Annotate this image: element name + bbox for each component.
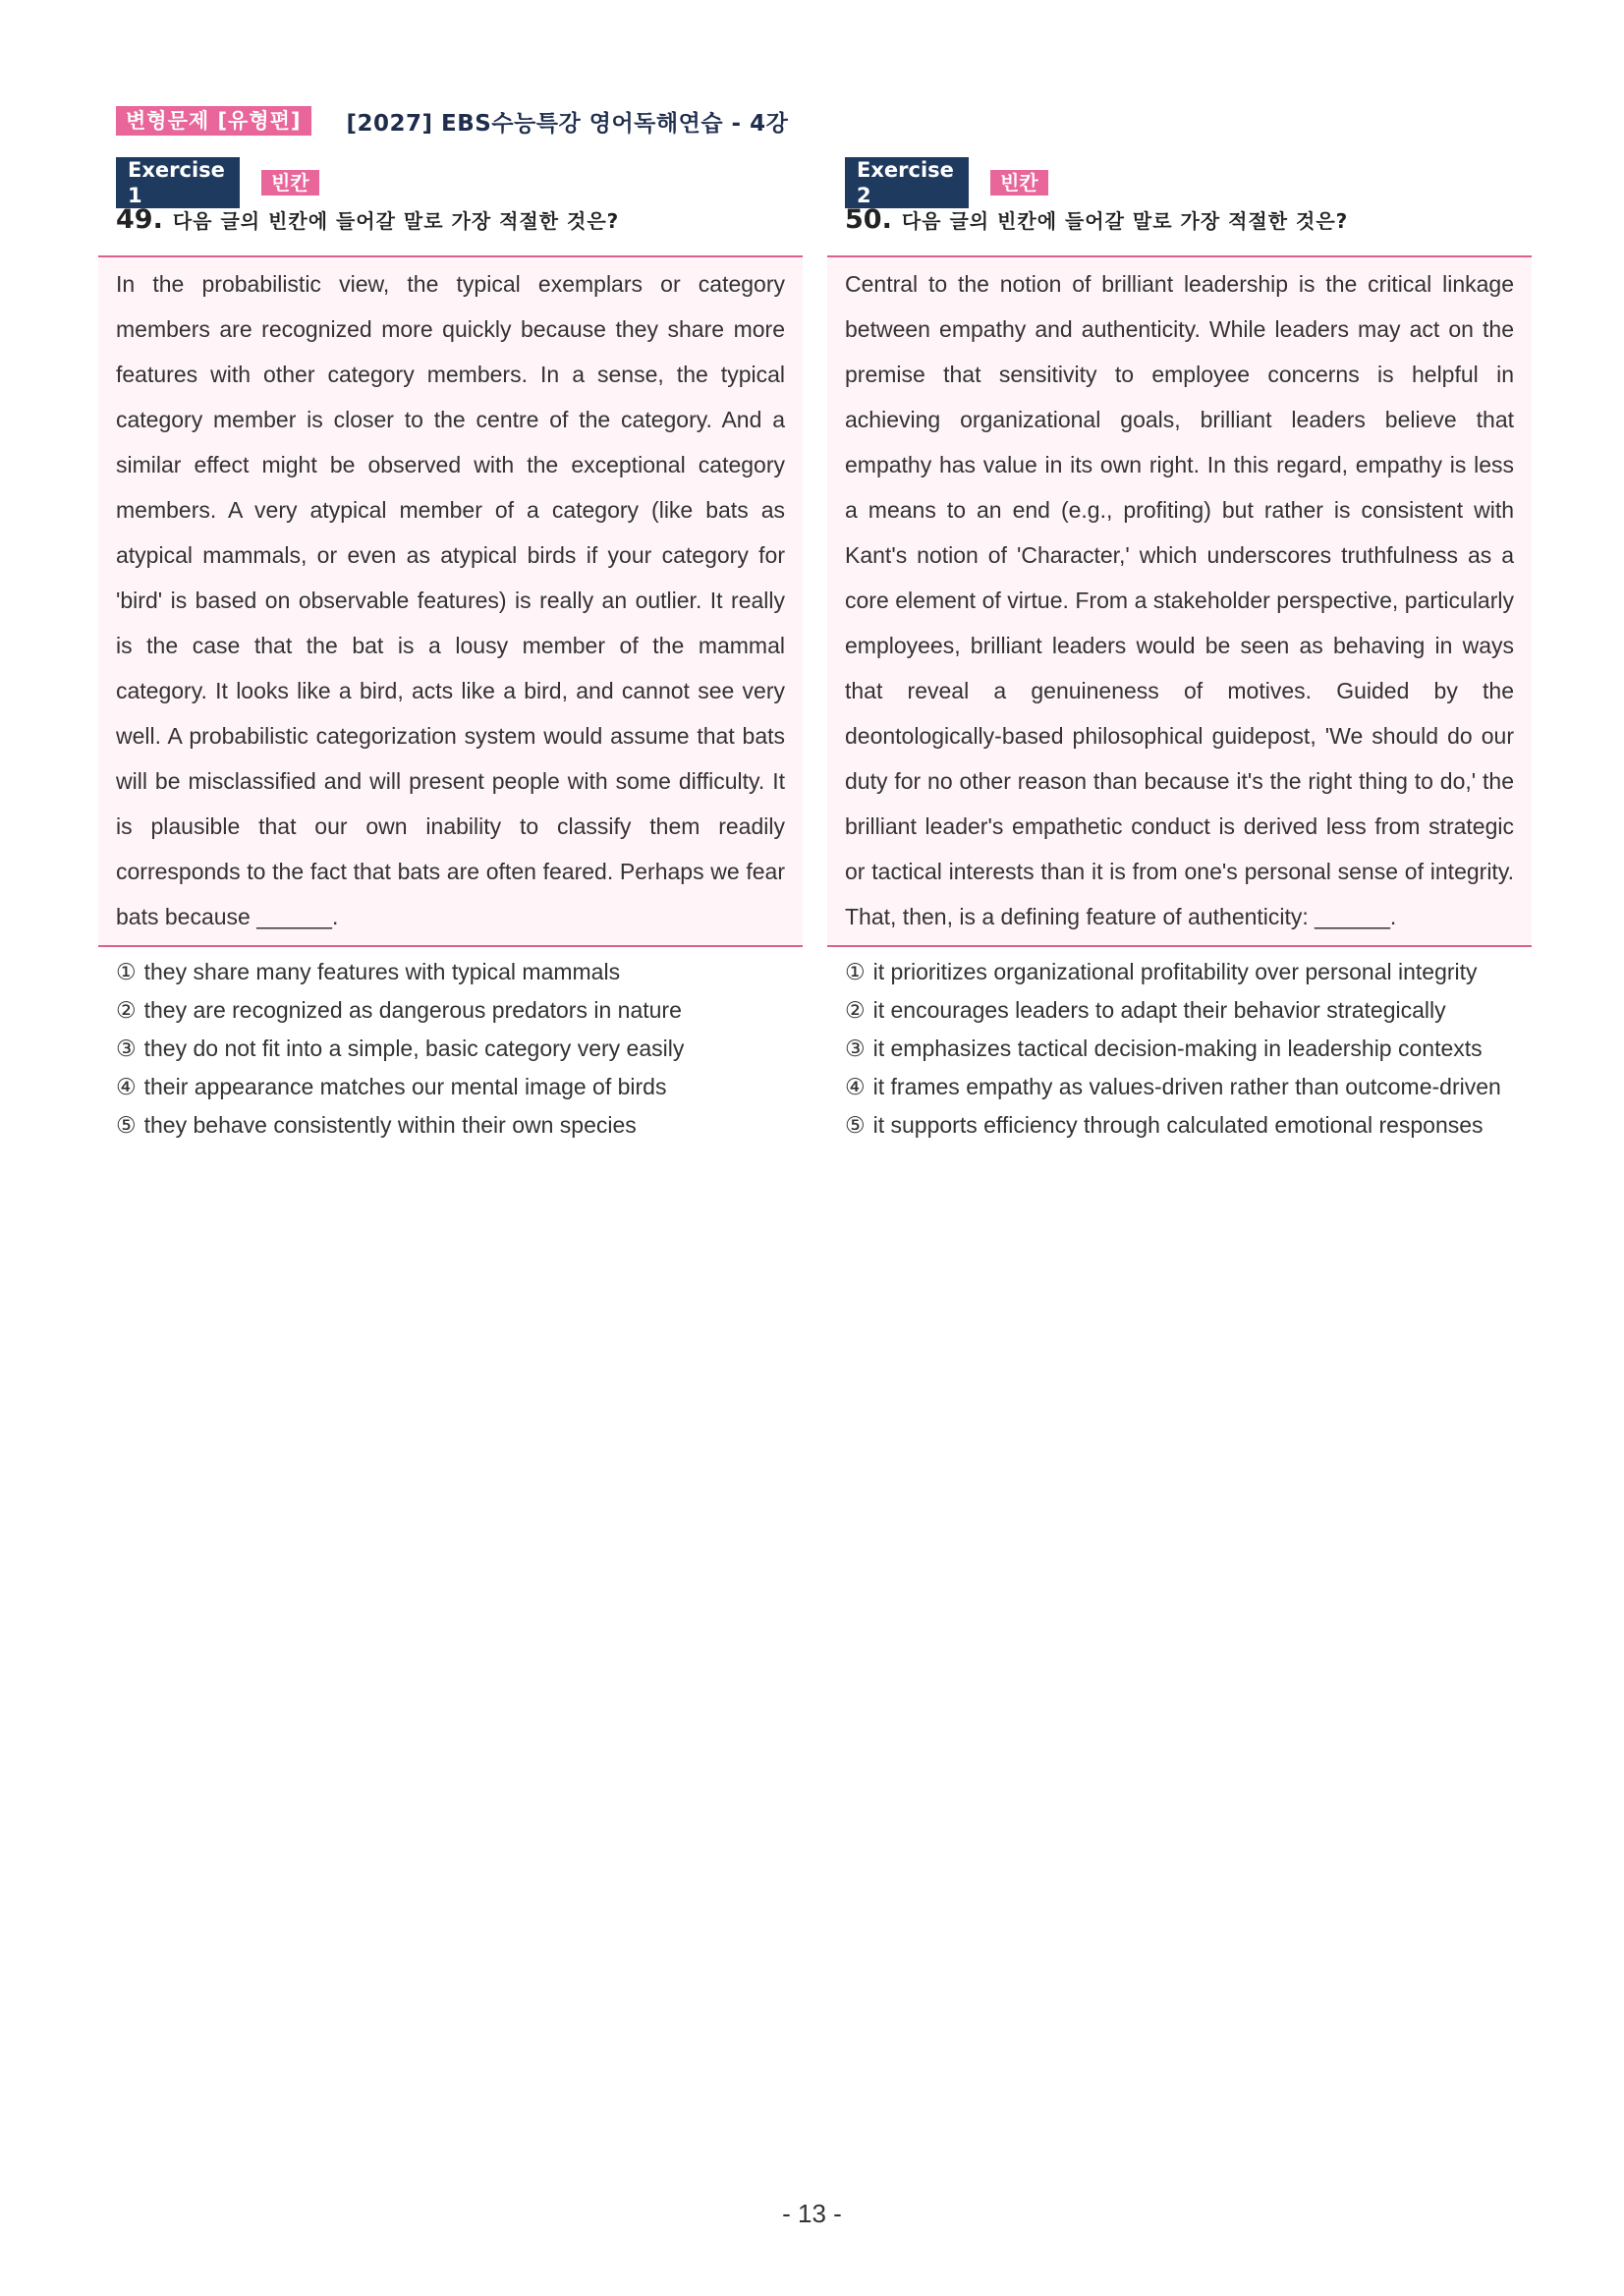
- question-number: 50.: [845, 204, 892, 235]
- exercise-2-header: [845, 158, 1532, 207]
- passage-text: In the probabilistic view, the typical exemplars or category members are recognized more quickly because they share more features with other category members. In a sense, the typical category member is closer to the centre of the category. And a similar effect might be observed with the exceptional category members. A very atypical member of a category (like bats as atypical mammals, or even as atypical birds if your category for 'bird' is based on observable features) is really an outlier. It really is the case that the bat is a lousy member of the mammal category. It looks like a bird, acts like a bird, and cannot see very well. A probabilistic categorization system would assume that bats will be misclassified and will present people with some difficulty. It is plausible that our own inability to classify them readily corresponds to the fact that bats are often feared. Perhaps we fear bats because ______.: [116, 271, 785, 929]
- question-number: 49.: [116, 204, 163, 235]
- exercise-2-column: [827, 158, 1532, 1145]
- choice-text: it prioritizes organizational profitability over personal integrity: [872, 959, 1478, 984]
- answer-choice[interactable]: [116, 953, 773, 991]
- choice-mark: ①: [116, 959, 137, 984]
- choice-text: they do not fit into a simple, basic category very easily: [143, 1036, 685, 1061]
- choice-text: they behave consistently within their own species: [143, 1112, 637, 1138]
- question-type-badge: 빈칸: [261, 170, 319, 196]
- answer-choice[interactable]: [845, 1068, 1502, 1106]
- choice-text: it encourages leaders to adapt their behavior strategically: [872, 997, 1446, 1023]
- answer-choice[interactable]: [845, 1030, 1502, 1068]
- question-prompt: [116, 204, 803, 240]
- choice-text: it frames empathy as values-driven rather than outcome-driven: [872, 1074, 1501, 1099]
- answer-choice[interactable]: [845, 991, 1502, 1030]
- choice-text: their appearance matches our mental image of birds: [143, 1074, 667, 1099]
- page-number: - 13 -: [782, 2199, 842, 2228]
- passage-text: Central to the notion of brilliant leadership is the critical linkage between empathy and authenticity. While leaders may act on the premise that sensitivity to employee concerns is helpful in achieving organizational goals, brilliant leaders believe that empathy has value in its own right. In this regard, empathy is less a means to an end (e.g., profiting) but rather is consistent with Kant's notion of 'Character,' which underscores truthfulness as a core element of virtue. From a stakeholder perspective, particularly employees, brilliant leaders would be seen as behaving in ways that reveal a genuineness of motives. Guided by the deontologically-based philosophical guidepost, 'We should do our duty for no other reason than because it's the right thing to do,' the brilliant leader's empathetic conduct is derived less from strategic or tactical interests than it is from one's personal sense of integrity. That, then, is a defining feature of authenticity: ______.: [845, 271, 1514, 929]
- exercise-label: Exercise 2: [845, 157, 969, 208]
- answer-choices: [98, 953, 803, 1145]
- passage-box: [98, 255, 803, 947]
- exercise-1-column: [98, 158, 803, 1145]
- choice-mark: ③: [845, 1036, 866, 1061]
- choice-text: they share many features with typical mammals: [143, 959, 621, 984]
- answer-choice[interactable]: [845, 1106, 1502, 1145]
- exercise-label: Exercise 1: [116, 157, 240, 208]
- answer-choice[interactable]: [845, 953, 1502, 991]
- choice-mark: ⑤: [116, 1112, 137, 1138]
- choice-mark: ④: [116, 1074, 137, 1099]
- question-text: 다음 글의 빈칸에 들어갈 말로 가장 적절한 것은?: [901, 209, 1349, 233]
- question-type-badge: 빈칸: [990, 170, 1048, 196]
- question-text: 다음 글의 빈칸에 들어갈 말로 가장 적절한 것은?: [172, 209, 620, 233]
- answer-choice[interactable]: [116, 1068, 773, 1106]
- choice-mark: ③: [116, 1036, 137, 1061]
- choice-mark: ⑤: [845, 1112, 866, 1138]
- question-prompt: [845, 204, 1532, 240]
- passage-box: [827, 255, 1532, 947]
- answer-choices: [827, 953, 1532, 1145]
- exercise-1-header: [116, 158, 803, 207]
- choice-text: it emphasizes tactical decision-making in leadership contexts: [872, 1036, 1483, 1061]
- page-header: [116, 104, 788, 138]
- header-title: [2027] EBS수능특강 영어독해연습 - 4강: [346, 110, 789, 137]
- answer-choice[interactable]: [116, 1030, 773, 1068]
- choice-mark: ②: [116, 997, 137, 1023]
- answer-choice[interactable]: [116, 1106, 773, 1145]
- choice-mark: ①: [845, 959, 866, 984]
- choice-text: they are recognized as dangerous predators in nature: [143, 997, 682, 1023]
- answer-choice[interactable]: [116, 991, 773, 1030]
- choice-mark: ②: [845, 997, 866, 1023]
- header-badge: 변형문제 [유형편]: [116, 106, 311, 136]
- choice-text: it supports efficiency through calculated emotional responses: [872, 1112, 1484, 1138]
- choice-mark: ④: [845, 1074, 866, 1099]
